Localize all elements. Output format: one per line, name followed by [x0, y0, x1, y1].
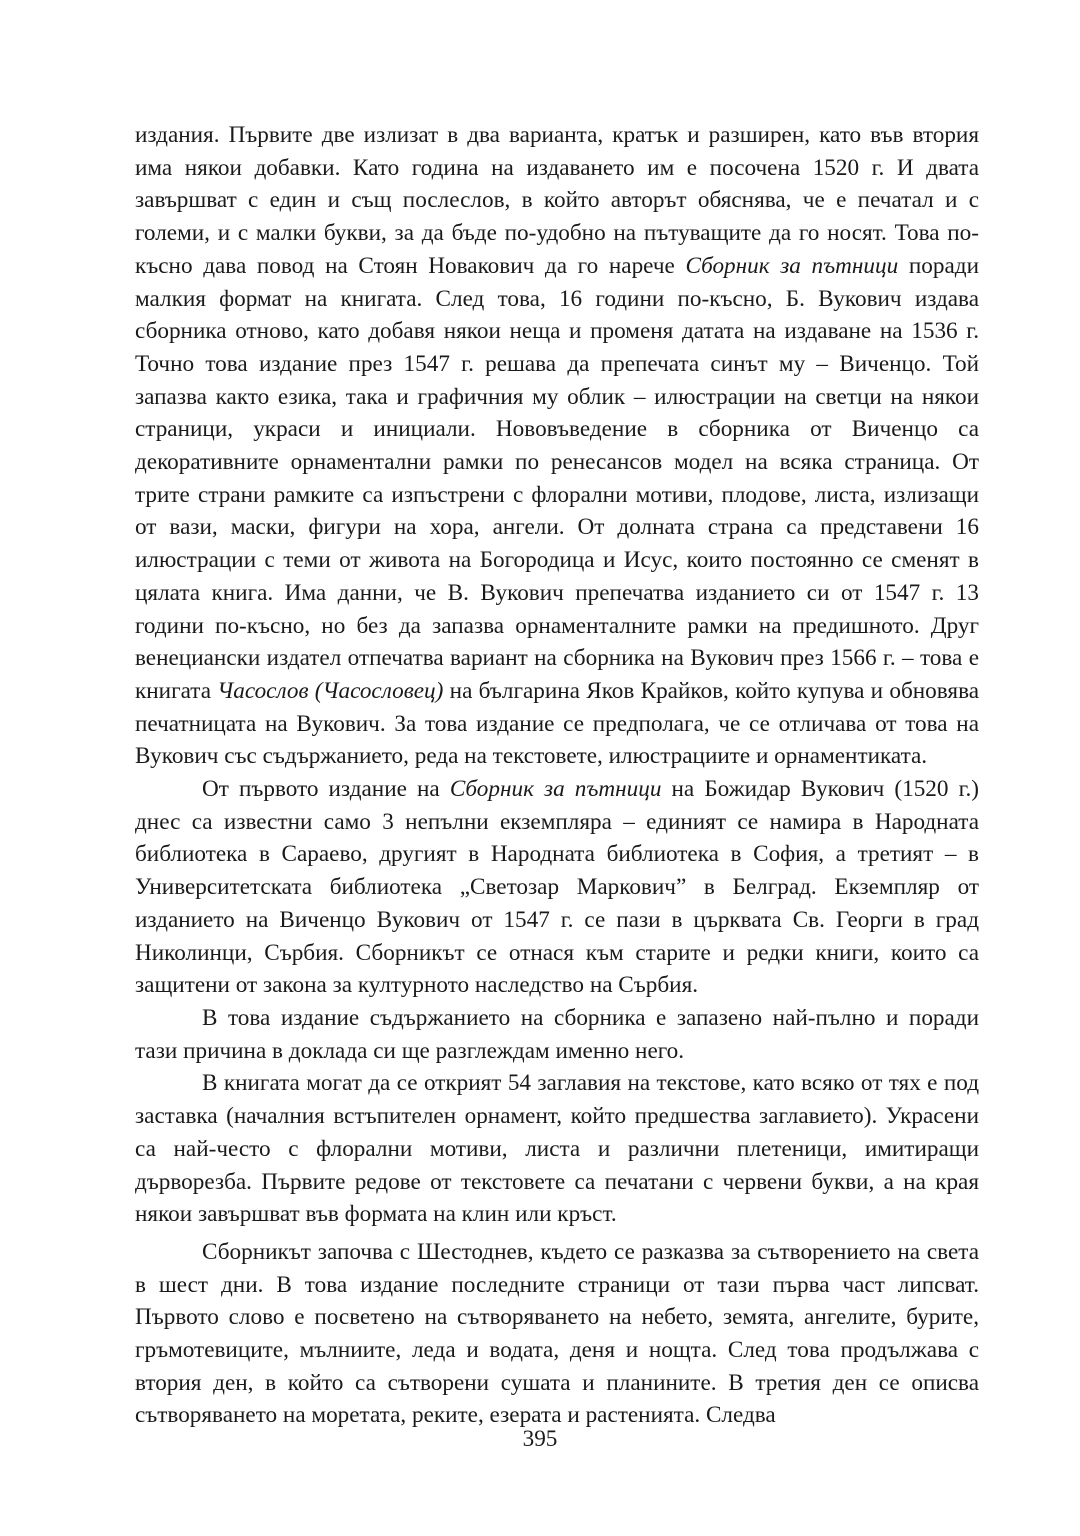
body-text: [135, 119, 979, 1432]
p1-text-1: издания. Първите две излизат в два варианта, кратък и разширен, като във втория има някои добавки. Като година на издаването им е посочена 1520 г. И двата завършват с един и същ послеслов, в който авторът обяснява, че е печатал и с големи, и с малки букви, за да бъде по-удобно на пътуващите да го носят. Това по-късно дава повод на Стоян Новакович да го нарече: [135, 122, 979, 279]
p1-text-3: на българина Яков Крайков, който купува и обновява печатницата на Вукович. За това издание се предполага, че се отличава от това на Вукович със съдържанието, реда на текстовете, илюстрациите и орнаментиката.: [135, 677, 980, 770]
p1-italic-title-chasoslov: Часослов (Часословец): [217, 677, 444, 704]
paragraph-5: [135, 1236, 979, 1432]
p4-text-1: В книгата могат да се открият 54 заглавия на текстове, като всяко от тях е под заставка (началния встъпителен орнамент, който предшества заглавието). Украсени са най-често с флорални мотиви, листа и различни плетеници, имитиращи дърворезба. Първите редове от текстовете са печатани с червени букви, а на края някои завършват във формата на клин или кръст.: [135, 1070, 979, 1228]
paragraph-4: [135, 1067, 979, 1231]
p1-text-2: поради малкия формат на книгата. След това, 16 години по-късно, Б. Вукович издава сборника отново, като добавя някои неща и променя датата на издаване на 1536 г. Точно това издание през 1547 г. решава да препечата синът му – Виченцо. Той запазва както езика, така и графичния му облик – илюстрации на светци на някои страници, украси и инициали. Нововъведение в сборника от Виченцо са декоративните орнаментални рамки по ренесансов модел на всяка страница. От трите страни рамките са изпъстрени с флорални мотиви, плодове, листа, излизащи от вази, маски, фигури на хора, ангели. От долната страна са представени 16 илюстрации с теми от живота на Богородица и Исус, които постоянно се сменят в цялата книга. Има данни, че В. Вукович препечатва изданието си от 1547 г. 13 години по-късно, но без да запазва орнаменталните рамки на предишното. Друг венециански издател отпечатва вариант на сборника на Вукович през 1566 г. – това е книгата: [135, 252, 979, 704]
p5-text-1: Сборникът започва с Шестоднев, където се разказва за сътворението на света в шест дни. В това издание последните страници от тази първа част липсват. Първото слово е посветено на сътворяването на небето, земята, ангелите, бурите, гръмотевиците, мълниите, леда и водата, деня и нощта. След това продължава с втория ден, в който са сътворени сушата и планините. В третия ден се описва сътворяването на моретата, реките, езерата и растенията. Следва: [135, 1238, 979, 1429]
page-number: 395: [522, 1426, 558, 1452]
paragraph-1: [135, 119, 979, 773]
p2-text-2: на Божидар Вукович (1520 г.) днес са известни само 3 непълни екземпляра – единият се намира в Народната библиотека в Сараево, другият в Народната библиотека в София, а третият – в Университетската библиотека „Светозар Маркович” в Белград. Екземпляр от изданието на Виченцо Вукович от 1547 г. се пази в църквата Св. Георги в град Николинци, Сърбия. Сборникът се отнася към старите и редки книги, които са защитени от закона за културното наследство на Сърбия.: [135, 776, 980, 999]
paragraph-3: [135, 1002, 979, 1067]
p2-italic-title-sbornik: Сборник за пътници: [449, 776, 662, 803]
p1-italic-title-sbornik: Сборник за пътници: [685, 252, 899, 279]
p3-text-1: В това издание съдържанието на сборника е запазено най-пълно и поради тази причина в доклада си ще разглеждам именно него.: [135, 1004, 979, 1064]
paragraph-2: [135, 773, 979, 1002]
p2-text-1: От първото издание на: [202, 776, 450, 803]
